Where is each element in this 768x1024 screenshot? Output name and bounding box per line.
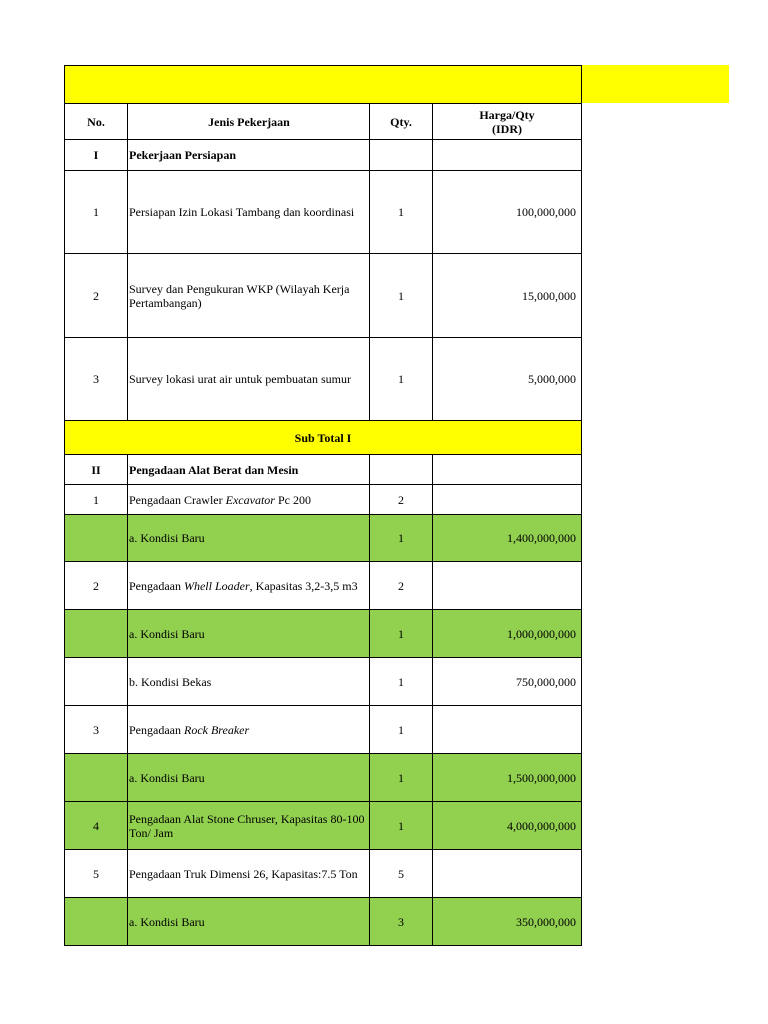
title-banner-highlight bbox=[581, 65, 729, 103]
row-price: 15,000,000 bbox=[433, 254, 582, 338]
header-qty: Qty. bbox=[370, 104, 433, 140]
table-row bbox=[65, 171, 582, 254]
row-no: 1 bbox=[65, 171, 128, 254]
title-row bbox=[65, 66, 582, 104]
row-price: 4,000,000,000 bbox=[433, 802, 582, 850]
row-no: 1 bbox=[65, 485, 128, 515]
row-no: 2 bbox=[65, 562, 128, 610]
row-price bbox=[433, 485, 582, 515]
subtotal-row bbox=[65, 421, 582, 455]
table-row bbox=[65, 706, 582, 754]
row-job: Survey dan Pengukuran WKP (Wilayah Kerja Pertambangan) bbox=[128, 254, 370, 338]
section-no: I bbox=[65, 140, 128, 171]
row-job: a. Kondisi Baru bbox=[128, 754, 370, 802]
row-no bbox=[65, 898, 128, 946]
section-title: Pekerjaan Persiapan bbox=[128, 140, 370, 171]
row-job: a. Kondisi Baru bbox=[128, 515, 370, 562]
row-qty: 1 bbox=[370, 802, 433, 850]
section-row bbox=[65, 140, 582, 171]
row-price: 1,400,000,000 bbox=[433, 515, 582, 562]
row-no: 3 bbox=[65, 338, 128, 421]
header-price-line1: Harga/Qty bbox=[479, 107, 535, 122]
row-no bbox=[65, 610, 128, 658]
row-job: a. Kondisi Baru bbox=[128, 610, 370, 658]
row-qty: 1 bbox=[370, 754, 433, 802]
table-row bbox=[65, 802, 582, 850]
table-row bbox=[65, 338, 582, 421]
row-job: Pengadaan Truk Dimensi 26, Kapasitas:7.5 Ton bbox=[128, 850, 370, 898]
row-price: 1,000,000,000 bbox=[433, 610, 582, 658]
section-row bbox=[65, 455, 582, 485]
row-job: Pengadaan Whell Loader, Kapasitas 3,2-3,5 m3 bbox=[128, 562, 370, 610]
row-job: Pengadaan Alat Stone Chruser, Kapasitas 80-100 Ton/ Jam bbox=[128, 802, 370, 850]
row-job: Pengadaan Crawler Excavator Pc 200 bbox=[128, 485, 370, 515]
header-no: No. bbox=[65, 104, 128, 140]
title-cell bbox=[65, 66, 582, 104]
row-job: a. Kondisi Baru bbox=[128, 898, 370, 946]
table-row bbox=[65, 515, 582, 562]
row-qty: 1 bbox=[370, 338, 433, 421]
row-no: 5 bbox=[65, 850, 128, 898]
header-row bbox=[65, 104, 582, 140]
row-qty: 1 bbox=[370, 610, 433, 658]
row-job: Pengadaan Rock Breaker bbox=[128, 706, 370, 754]
row-qty: 1 bbox=[370, 706, 433, 754]
row-qty: 1 bbox=[370, 254, 433, 338]
row-no bbox=[65, 515, 128, 562]
section-no: II bbox=[65, 455, 128, 485]
row-price: 1,500,000,000 bbox=[433, 754, 582, 802]
row-no bbox=[65, 754, 128, 802]
table-row bbox=[65, 754, 582, 802]
row-price: 5,000,000 bbox=[433, 338, 582, 421]
row-no: 4 bbox=[65, 802, 128, 850]
table-row bbox=[65, 850, 582, 898]
row-price: 100,000,000 bbox=[433, 171, 582, 254]
row-no bbox=[65, 658, 128, 706]
table-row bbox=[65, 485, 582, 515]
row-price: 350,000,000 bbox=[433, 898, 582, 946]
table-row bbox=[65, 658, 582, 706]
cost-table bbox=[64, 65, 582, 946]
subtotal-label: Sub Total I bbox=[65, 421, 582, 455]
row-qty: 2 bbox=[370, 562, 433, 610]
header-price bbox=[433, 104, 582, 140]
row-price bbox=[433, 850, 582, 898]
table-row bbox=[65, 254, 582, 338]
row-qty: 2 bbox=[370, 485, 433, 515]
row-qty: 3 bbox=[370, 898, 433, 946]
row-price: 750,000,000 bbox=[433, 658, 582, 706]
row-price bbox=[433, 706, 582, 754]
row-job: Survey lokasi urat air untuk pembuatan sumur bbox=[128, 338, 370, 421]
row-no: 2 bbox=[65, 254, 128, 338]
section-title: Pengadaan Alat Berat dan Mesin bbox=[128, 455, 370, 485]
table-row bbox=[65, 898, 582, 946]
header-price-line2: (IDR) bbox=[492, 121, 522, 136]
row-job: b. Kondisi Bekas bbox=[128, 658, 370, 706]
row-qty: 1 bbox=[370, 171, 433, 254]
row-qty: 1 bbox=[370, 515, 433, 562]
row-no: 3 bbox=[65, 706, 128, 754]
row-qty: 5 bbox=[370, 850, 433, 898]
table-row bbox=[65, 610, 582, 658]
header-job: Jenis Pekerjaan bbox=[128, 104, 370, 140]
row-job: Persiapan Izin Lokasi Tambang dan koordinasi bbox=[128, 171, 370, 254]
table-row bbox=[65, 562, 582, 610]
row-price bbox=[433, 562, 582, 610]
row-qty: 1 bbox=[370, 658, 433, 706]
